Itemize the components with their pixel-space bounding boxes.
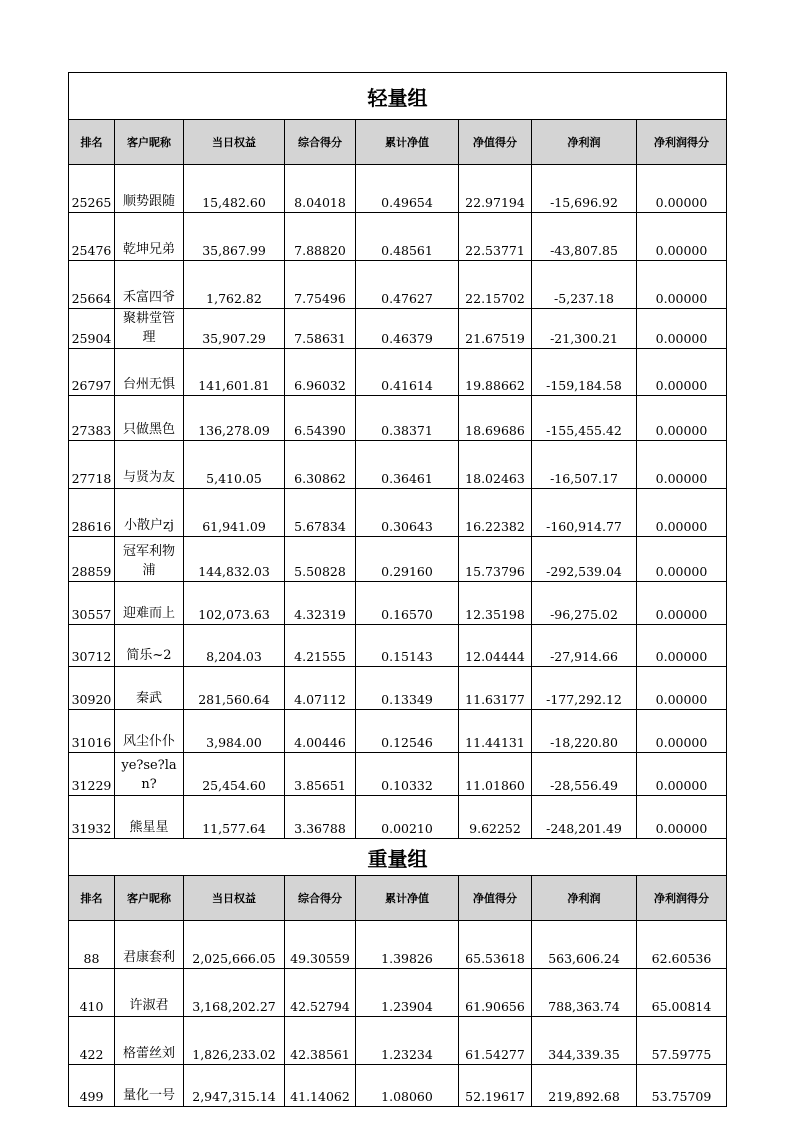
rank-cell: 26797 bbox=[69, 349, 115, 396]
header-profit-score: 净利润得分 bbox=[637, 876, 727, 921]
profit-score-cell: 0.00000 bbox=[637, 710, 727, 753]
rank-cell: 30920 bbox=[69, 667, 115, 710]
table-row bbox=[69, 537, 727, 582]
profit-cell: -43,807.85 bbox=[532, 213, 637, 261]
profit-score-cell: 0.00000 bbox=[637, 625, 727, 667]
nickname-cell: 许淑君 bbox=[115, 969, 184, 1017]
profit-cell: -21,300.21 bbox=[532, 309, 637, 349]
score-cell: 8.04018 bbox=[285, 165, 356, 213]
header-nickname: 客户昵称 bbox=[115, 876, 184, 921]
nav-score-cell: 65.53618 bbox=[459, 921, 532, 969]
table-row bbox=[69, 1065, 727, 1107]
rank-cell: 30557 bbox=[69, 582, 115, 625]
rank-cell: 25476 bbox=[69, 213, 115, 261]
ranking-sheet bbox=[68, 72, 726, 1107]
profit-score-cell: 0.00000 bbox=[637, 396, 727, 441]
score-cell: 49.30559 bbox=[285, 921, 356, 969]
equity-cell: 5,410.05 bbox=[184, 441, 285, 489]
ranking-table bbox=[68, 72, 727, 1107]
profit-cell: -160,914.77 bbox=[532, 489, 637, 537]
profit-score-cell: 0.00000 bbox=[637, 537, 727, 582]
score-cell: 3.36788 bbox=[285, 796, 356, 839]
nav-score-cell: 11.01860 bbox=[459, 753, 532, 796]
header-nickname: 客户昵称 bbox=[115, 120, 184, 165]
score-cell: 42.38561 bbox=[285, 1017, 356, 1065]
nav-score-cell: 18.02463 bbox=[459, 441, 532, 489]
nav-score-cell: 61.90656 bbox=[459, 969, 532, 1017]
equity-cell: 35,907.29 bbox=[184, 309, 285, 349]
nickname-cell: 只做黑色 bbox=[115, 396, 184, 441]
heavy-group-title: 重量组 bbox=[69, 839, 727, 876]
header-profit-score: 净利润得分 bbox=[637, 120, 727, 165]
equity-cell: 144,832.03 bbox=[184, 537, 285, 582]
nav-score-cell: 22.53771 bbox=[459, 213, 532, 261]
nav-cell: 0.30643 bbox=[356, 489, 459, 537]
table-row bbox=[69, 796, 727, 839]
rank-cell: 25904 bbox=[69, 309, 115, 349]
score-cell: 6.54390 bbox=[285, 396, 356, 441]
header-rank: 排名 bbox=[69, 120, 115, 165]
profit-cell: -248,201.49 bbox=[532, 796, 637, 839]
nickname-cell: 顺势跟随 bbox=[115, 165, 184, 213]
nav-cell: 0.12546 bbox=[356, 710, 459, 753]
rank-cell: 27383 bbox=[69, 396, 115, 441]
nickname-cell: 聚耕堂管理 bbox=[115, 309, 184, 349]
score-cell: 41.14062 bbox=[285, 1065, 356, 1107]
profit-score-cell: 0.00000 bbox=[637, 165, 727, 213]
nav-score-cell: 22.15702 bbox=[459, 261, 532, 309]
nav-score-cell: 21.67519 bbox=[459, 309, 532, 349]
table-row bbox=[69, 753, 727, 796]
table-row bbox=[69, 441, 727, 489]
equity-cell: 141,601.81 bbox=[184, 349, 285, 396]
header-equity: 当日权益 bbox=[184, 120, 285, 165]
table-row bbox=[69, 261, 727, 309]
light-group-title: 轻量组 bbox=[69, 73, 727, 120]
nav-cell: 1.23234 bbox=[356, 1017, 459, 1065]
header-score: 综合得分 bbox=[285, 120, 356, 165]
profit-cell: -15,696.92 bbox=[532, 165, 637, 213]
profit-score-cell: 0.00000 bbox=[637, 667, 727, 710]
header-nav-score: 净值得分 bbox=[459, 876, 532, 921]
heavy-header-row bbox=[69, 876, 727, 921]
profit-score-cell: 0.00000 bbox=[637, 349, 727, 396]
nav-cell: 1.39826 bbox=[356, 921, 459, 969]
rank-cell: 30712 bbox=[69, 625, 115, 667]
score-cell: 5.67834 bbox=[285, 489, 356, 537]
nav-score-cell: 18.69686 bbox=[459, 396, 532, 441]
score-cell: 4.07112 bbox=[285, 667, 356, 710]
rank-cell: 31016 bbox=[69, 710, 115, 753]
nickname-cell: 乾坤兄弟 bbox=[115, 213, 184, 261]
profit-score-cell: 0.00000 bbox=[637, 489, 727, 537]
nickname-cell: 简乐~2 bbox=[115, 625, 184, 667]
nav-cell: 0.00210 bbox=[356, 796, 459, 839]
nickname-cell: 小散户zj bbox=[115, 489, 184, 537]
header-nav-score: 净值得分 bbox=[459, 120, 532, 165]
profit-score-cell: 0.00000 bbox=[637, 309, 727, 349]
profit-score-cell: 65.00814 bbox=[637, 969, 727, 1017]
nav-cell: 0.46379 bbox=[356, 309, 459, 349]
nav-score-cell: 19.88662 bbox=[459, 349, 532, 396]
profit-score-cell: 53.75709 bbox=[637, 1065, 727, 1107]
equity-cell: 61,941.09 bbox=[184, 489, 285, 537]
profit-cell: -28,556.49 bbox=[532, 753, 637, 796]
profit-cell: -5,237.18 bbox=[532, 261, 637, 309]
table-row bbox=[69, 625, 727, 667]
equity-cell: 2,947,315.14 bbox=[184, 1065, 285, 1107]
header-score: 综合得分 bbox=[285, 876, 356, 921]
rank-cell: 499 bbox=[69, 1065, 115, 1107]
profit-score-cell: 0.00000 bbox=[637, 213, 727, 261]
rank-cell: 28616 bbox=[69, 489, 115, 537]
nav-score-cell: 52.19617 bbox=[459, 1065, 532, 1107]
nav-score-cell: 9.62252 bbox=[459, 796, 532, 839]
equity-cell: 25,454.60 bbox=[184, 753, 285, 796]
table-row bbox=[69, 921, 727, 969]
equity-cell: 35,867.99 bbox=[184, 213, 285, 261]
table-row bbox=[69, 667, 727, 710]
rank-cell: 88 bbox=[69, 921, 115, 969]
equity-cell: 1,826,233.02 bbox=[184, 1017, 285, 1065]
profit-score-cell: 0.00000 bbox=[637, 753, 727, 796]
profit-cell: -18,220.80 bbox=[532, 710, 637, 753]
profit-cell: -177,292.12 bbox=[532, 667, 637, 710]
table-row bbox=[69, 1017, 727, 1065]
profit-cell: 219,892.68 bbox=[532, 1065, 637, 1107]
profit-score-cell: 0.00000 bbox=[637, 582, 727, 625]
nav-cell: 0.41614 bbox=[356, 349, 459, 396]
profit-cell: 563,606.24 bbox=[532, 921, 637, 969]
table-row bbox=[69, 349, 727, 396]
score-cell: 4.21555 bbox=[285, 625, 356, 667]
profit-cell: -159,184.58 bbox=[532, 349, 637, 396]
heavy-group-section bbox=[69, 839, 727, 1107]
nav-cell: 0.49654 bbox=[356, 165, 459, 213]
profit-cell: 344,339.35 bbox=[532, 1017, 637, 1065]
nav-cell: 0.38371 bbox=[356, 396, 459, 441]
rank-cell: 31932 bbox=[69, 796, 115, 839]
nav-score-cell: 61.54277 bbox=[459, 1017, 532, 1065]
nav-cell: 0.36461 bbox=[356, 441, 459, 489]
equity-cell: 2,025,666.05 bbox=[184, 921, 285, 969]
equity-cell: 136,278.09 bbox=[184, 396, 285, 441]
nav-score-cell: 11.44131 bbox=[459, 710, 532, 753]
score-cell: 6.96032 bbox=[285, 349, 356, 396]
header-nav: 累计净值 bbox=[356, 120, 459, 165]
profit-score-cell: 57.59775 bbox=[637, 1017, 727, 1065]
nav-score-cell: 12.35198 bbox=[459, 582, 532, 625]
header-profit: 净利润 bbox=[532, 120, 637, 165]
nickname-cell: 秦武 bbox=[115, 667, 184, 710]
score-cell: 42.52794 bbox=[285, 969, 356, 1017]
nav-cell: 0.13349 bbox=[356, 667, 459, 710]
nickname-cell: 格蕾丝刘 bbox=[115, 1017, 184, 1065]
nav-cell: 0.16570 bbox=[356, 582, 459, 625]
nickname-cell: ye?se?lan? bbox=[115, 753, 184, 796]
rank-cell: 28859 bbox=[69, 537, 115, 582]
nav-cell: 0.15143 bbox=[356, 625, 459, 667]
equity-cell: 11,577.64 bbox=[184, 796, 285, 839]
nickname-cell: 与贤为友 bbox=[115, 441, 184, 489]
profit-score-cell: 0.00000 bbox=[637, 261, 727, 309]
nav-score-cell: 11.63177 bbox=[459, 667, 532, 710]
nav-score-cell: 12.04444 bbox=[459, 625, 532, 667]
light-header-row bbox=[69, 120, 727, 165]
profit-score-cell: 0.00000 bbox=[637, 441, 727, 489]
nav-cell: 0.29160 bbox=[356, 537, 459, 582]
nickname-cell: 量化一号 bbox=[115, 1065, 184, 1107]
nickname-cell: 君康套利 bbox=[115, 921, 184, 969]
equity-cell: 281,560.64 bbox=[184, 667, 285, 710]
rank-cell: 27718 bbox=[69, 441, 115, 489]
equity-cell: 1,762.82 bbox=[184, 261, 285, 309]
profit-score-cell: 0.00000 bbox=[637, 796, 727, 839]
header-equity: 当日权益 bbox=[184, 876, 285, 921]
nickname-cell: 冠军利物浦 bbox=[115, 537, 184, 582]
profit-cell: -155,455.42 bbox=[532, 396, 637, 441]
equity-cell: 8,204.03 bbox=[184, 625, 285, 667]
score-cell: 5.50828 bbox=[285, 537, 356, 582]
table-row bbox=[69, 489, 727, 537]
table-row bbox=[69, 309, 727, 349]
score-cell: 6.30862 bbox=[285, 441, 356, 489]
profit-cell: -96,275.02 bbox=[532, 582, 637, 625]
nickname-cell: 台州无惧 bbox=[115, 349, 184, 396]
header-rank: 排名 bbox=[69, 876, 115, 921]
table-row bbox=[69, 710, 727, 753]
nickname-cell: 迎难而上 bbox=[115, 582, 184, 625]
equity-cell: 15,482.60 bbox=[184, 165, 285, 213]
light-group-section bbox=[69, 73, 727, 839]
nav-cell: 1.23904 bbox=[356, 969, 459, 1017]
table-row bbox=[69, 165, 727, 213]
equity-cell: 3,168,202.27 bbox=[184, 969, 285, 1017]
rank-cell: 31229 bbox=[69, 753, 115, 796]
nav-cell: 1.08060 bbox=[356, 1065, 459, 1107]
table-row bbox=[69, 582, 727, 625]
nav-score-cell: 22.97194 bbox=[459, 165, 532, 213]
profit-cell: -16,507.17 bbox=[532, 441, 637, 489]
table-row bbox=[69, 396, 727, 441]
nav-cell: 0.48561 bbox=[356, 213, 459, 261]
rank-cell: 25265 bbox=[69, 165, 115, 213]
score-cell: 7.88820 bbox=[285, 213, 356, 261]
equity-cell: 3,984.00 bbox=[184, 710, 285, 753]
score-cell: 3.85651 bbox=[285, 753, 356, 796]
nav-cell: 0.47627 bbox=[356, 261, 459, 309]
profit-cell: -292,539.04 bbox=[532, 537, 637, 582]
profit-cell: 788,363.74 bbox=[532, 969, 637, 1017]
nickname-cell: 禾富四爷 bbox=[115, 261, 184, 309]
rank-cell: 422 bbox=[69, 1017, 115, 1065]
equity-cell: 102,073.63 bbox=[184, 582, 285, 625]
nav-score-cell: 15.73796 bbox=[459, 537, 532, 582]
nav-score-cell: 16.22382 bbox=[459, 489, 532, 537]
nickname-cell: 风尘仆仆 bbox=[115, 710, 184, 753]
score-cell: 7.58631 bbox=[285, 309, 356, 349]
score-cell: 4.32319 bbox=[285, 582, 356, 625]
profit-score-cell: 62.60536 bbox=[637, 921, 727, 969]
nickname-cell: 熊星星 bbox=[115, 796, 184, 839]
profit-cell: -27,914.66 bbox=[532, 625, 637, 667]
score-cell: 7.75496 bbox=[285, 261, 356, 309]
score-cell: 4.00446 bbox=[285, 710, 356, 753]
header-nav: 累计净值 bbox=[356, 876, 459, 921]
rank-cell: 25664 bbox=[69, 261, 115, 309]
table-row bbox=[69, 213, 727, 261]
table-row bbox=[69, 969, 727, 1017]
rank-cell: 410 bbox=[69, 969, 115, 1017]
header-profit: 净利润 bbox=[532, 876, 637, 921]
nav-cell: 0.10332 bbox=[356, 753, 459, 796]
